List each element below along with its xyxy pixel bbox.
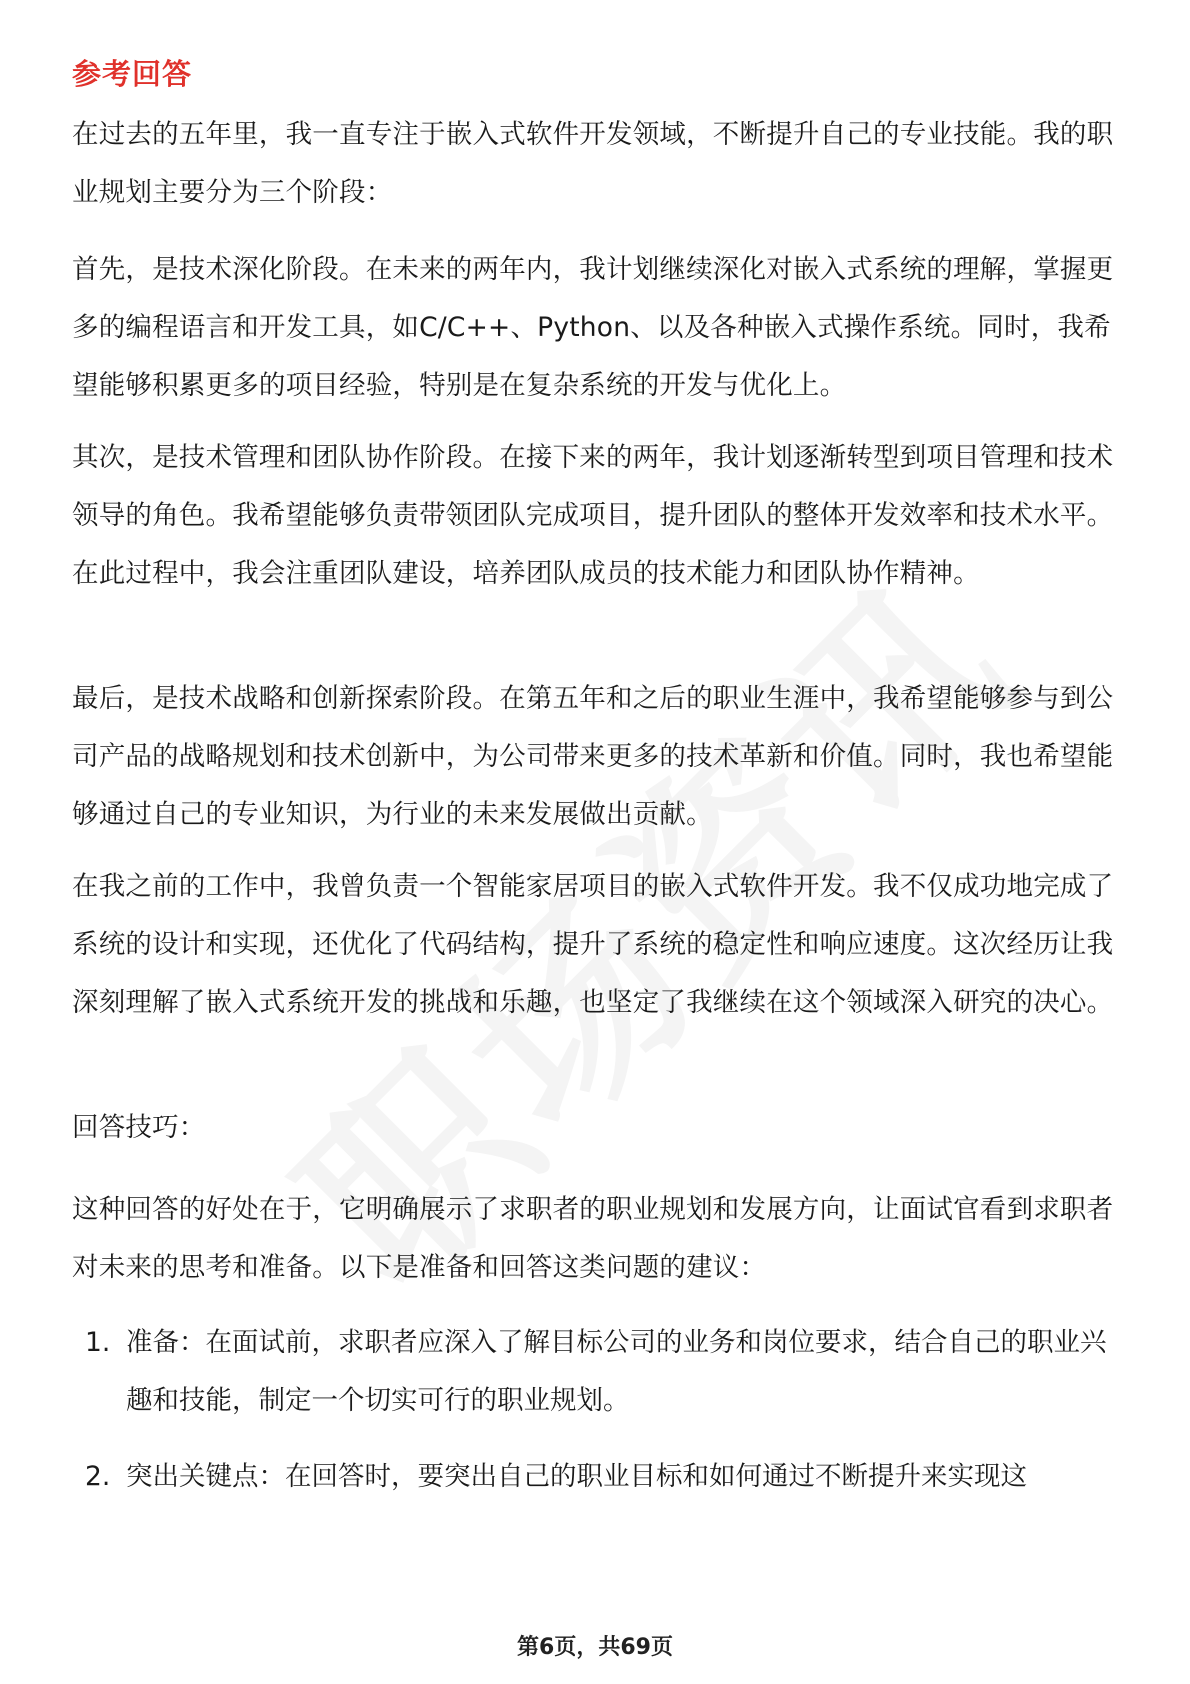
list-item	[72, 1448, 1122, 1506]
tips-label: 回答技巧：	[72, 1112, 206, 1143]
list-item-text: 准备：在面试前，求职者应深入了解目标公司的业务和岗位要求，结合自己的职业兴趣和技能，制定一个切实可行的职业规划。	[126, 1327, 1107, 1416]
paragraph-stage-one: 首先，是技术深化阶段。在未来的两年内，我计划继续深化对嵌入式系统的理解，掌握更多的编程语言和开发工具，如C/C++、Python、以及各种嵌入式操作系统。同时，我希望能够积累更多的项目经验，特别是在复杂系统的开发与优化上。	[72, 254, 1114, 401]
list-item	[72, 1314, 1122, 1430]
paragraph-stage-three: 最后，是技术战略和创新探索阶段。在第五年和之后的职业生涯中，我希望能够参与到公司产品的战略规划和技术创新中，为公司带来更多的技术革新和价值。同时，我也希望能够通过自己的专业知识，为行业的未来发展做出贡献。	[72, 683, 1114, 830]
list-item-number: 1.	[85, 1327, 111, 1358]
list-item-number: 2.	[85, 1461, 111, 1492]
list-item-text: 突出关键点：在回答时，要突出自己的职业目标和如何通过不断提升来实现这	[126, 1461, 1027, 1492]
paragraph-intro: 在过去的五年里，我一直专注于嵌入式软件开发领域，不断提升自己的专业技能。我的职业规划主要分为三个阶段：	[72, 119, 1114, 208]
section-heading: 参考回答	[72, 57, 193, 91]
paragraph-stage-two: 其次，是技术管理和团队协作阶段。在接下来的两年，我计划逐渐转型到项目管理和技术领导的角色。我希望能够负责带领团队完成项目，提升团队的整体开发效率和技术水平。在此过程中，我会注重团队建设，培养团队成员的技术能力和团队协作精神。	[72, 442, 1114, 589]
paragraph-tips-intro: 这种回答的好处在于，它明确展示了求职者的职业规划和发展方向，让面试官看到求职者对未来的思考和准备。以下是准备和回答这类问题的建议：	[72, 1194, 1114, 1283]
paragraph-experience: 在我之前的工作中，我曾负责一个智能家居项目的嵌入式软件开发。我不仅成功地完成了系统的设计和实现，还优化了代码结构，提升了系统的稳定性和响应速度。这次经历让我深刻理解了嵌入式系统开发的挑战和乐趣，也坚定了我继续在这个领域深入研究的决心。	[72, 871, 1114, 1018]
page-footer: 第6页，共69页	[517, 1635, 673, 1660]
